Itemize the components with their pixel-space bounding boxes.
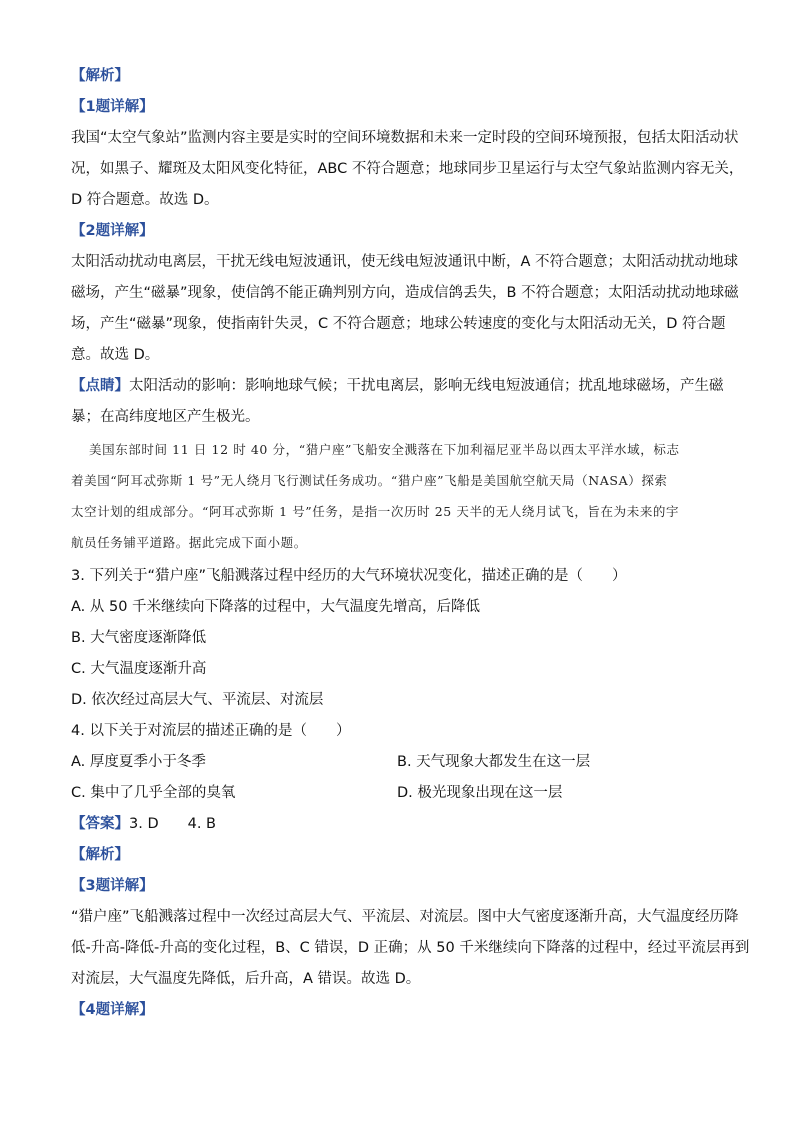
q1-text-line: 况，如黑子、耀斑及太阳风变化特征，ABC 不符合题意；地球同步卫星运行与太空气象站监测内容无关， bbox=[71, 161, 744, 177]
q2-text-line: 太阳活动扰动电离层，干扰无线电短波通讯，使无线电短波通讯中断，A 不符合题意；太阳活动扰动地球 bbox=[71, 254, 739, 270]
q2-text-line: 磁场，产生“磁暴”现象，使信鸽不能正确判别方向，造成信鸽丢失，B 不符合题意；太阳活动扰动地球磁 bbox=[71, 285, 739, 301]
passage-line: 太空计划的组成部分。“阿耳忒弥斯 1 号”任务，是指一次历时 25 天半的无人绕月试飞，旨在为未来的宇 bbox=[71, 504, 680, 519]
passage-line: 美国东部时间 11 日 12 时 40 分，“猎户座”飞船安全溅落在下加利福尼亚半岛以西太平洋水域，标志 bbox=[89, 442, 680, 457]
q3-stem: 3. 下列关于“猎户座”飞船溅落过程中经历的大气环境状况变化，描述正确的是（ ） bbox=[71, 568, 627, 584]
q4-option-c: C. 集中了几乎全部的臭氧 bbox=[71, 785, 236, 801]
answer-line bbox=[71, 814, 216, 834]
q4-stem: 4. 以下关于对流层的描述正确的是（ ） bbox=[71, 723, 351, 739]
analysis-heading: 【解析】 bbox=[71, 68, 129, 84]
q4-option-d: D. 极光现象出现在这一层 bbox=[397, 785, 563, 801]
q2-detail-heading: 【2题详解】 bbox=[71, 223, 154, 239]
q1-detail-heading: 【1题详解】 bbox=[71, 99, 154, 115]
q3-option-c: C. 大气温度逐渐升高 bbox=[71, 661, 207, 677]
dianjing-text-line: 暴；在高纬度地区产生极光。 bbox=[71, 409, 260, 425]
q4-option-a: A. 厚度夏季小于冬季 bbox=[71, 754, 206, 770]
q3-option-a: A. 从 50 千米继续向下降落的过程中，大气温度先增高，后降低 bbox=[71, 599, 481, 615]
q2-text-line: 意。故选 D。 bbox=[71, 347, 160, 363]
q3-text-line: “猎户座”飞船溅落过程中一次经过高层大气、平流层、对流层。图中大气密度逐渐升高，大气温度经历降 bbox=[71, 909, 739, 925]
analysis-heading-2: 【解析】 bbox=[71, 847, 129, 863]
q3-text-line: 对流层，大气温度先降低，后升高，A 错误。故选 D。 bbox=[71, 971, 421, 987]
dianjing-line bbox=[71, 376, 724, 396]
q1-text-line: 我国“太空气象站”监测内容主要是实时的空间环境数据和未来一定时段的空间环境预报，包括太阳活动状 bbox=[71, 130, 739, 146]
q3-option-d: D. 依次经过高层大气、平流层、对流层 bbox=[71, 692, 324, 708]
q1-text-line: D 符合题意。故选 D。 bbox=[71, 192, 219, 208]
q4-detail-heading: 【4题详解】 bbox=[71, 1002, 154, 1018]
q3-detail-heading: 【3题详解】 bbox=[71, 878, 154, 894]
q3-option-b: B. 大气密度逐渐降低 bbox=[71, 630, 207, 646]
answer-text: 3. D 4. B bbox=[129, 816, 216, 832]
passage-line: 航员任务铺平道路。据此完成下面小题。 bbox=[71, 535, 307, 550]
dianjing-text: 太阳活动的影响：影响地球气候；干扰电离层，影响无线电短波通信；扰乱地球磁场，产生磁 bbox=[129, 378, 724, 394]
q3-text-line: 低-升高-降低-升高的变化过程，B、C 错误，D 正确；从 50 千米继续向下降落的过程中，经过平流层再到 bbox=[71, 940, 750, 956]
q4-option-b: B. 天气现象大都发生在这一层 bbox=[397, 754, 591, 770]
passage-line: 着美国“阿耳忒弥斯 1 号”无人绕月飞行测试任务成功。“猎户座”飞船是美国航空航天局（NASA）探索 bbox=[71, 473, 668, 488]
answer-heading: 【答案】 bbox=[71, 816, 129, 832]
q2-text-line: 场，产生“磁暴”现象，使指南针失灵，C 不符合题意；地球公转速度的变化与太阳活动无关，D 符合题 bbox=[71, 316, 726, 332]
dianjing-heading: 【点睛】 bbox=[71, 378, 129, 394]
